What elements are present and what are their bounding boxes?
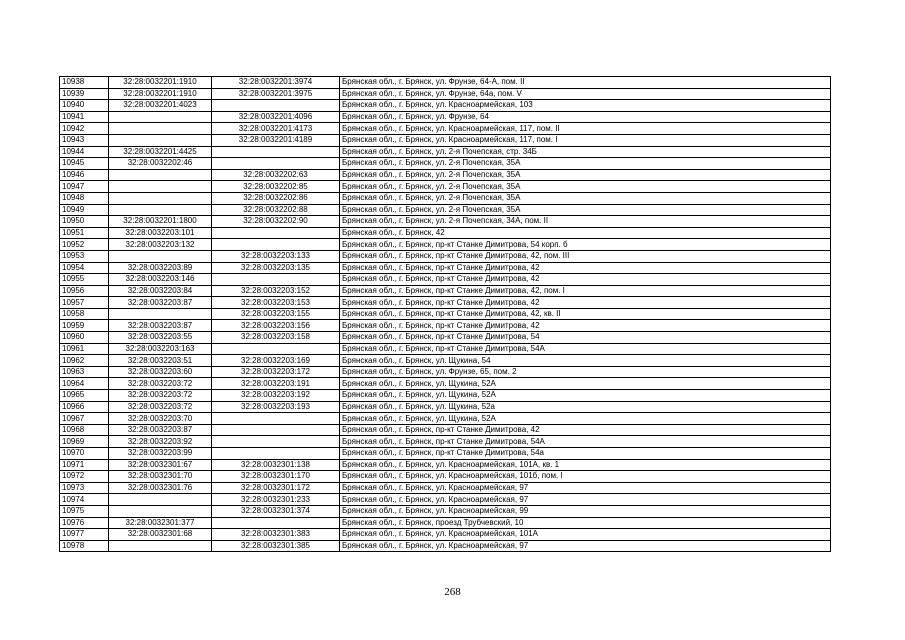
object-cadastral-number-cell [212, 158, 340, 170]
row-number-cell: 10948 [60, 192, 109, 204]
address-cell: Брянская обл., г. Брянск, ул. Фрунзе, 64а, пом. V [340, 88, 831, 100]
address-cell: Брянская обл., г. Брянск, пр-кт Станке Димитрова, 54А [340, 343, 831, 355]
table-row [60, 448, 831, 460]
object-cadastral-number-cell: 32:28:0032203:156 [212, 320, 340, 332]
row-number-cell: 10939 [60, 88, 109, 100]
cadastral-number-cell [109, 192, 212, 204]
row-number-cell: 10941 [60, 111, 109, 123]
address-cell: Брянская обл., г. Брянск, пр-кт Станке Димитрова, 54 корп. б [340, 239, 831, 251]
row-number-cell: 10973 [60, 482, 109, 494]
table-row [60, 77, 831, 89]
object-cadastral-number-cell [212, 274, 340, 286]
cadastral-number-cell [109, 123, 212, 135]
object-cadastral-number-cell: 32:28:0032201:4173 [212, 123, 340, 135]
row-number-cell: 10945 [60, 158, 109, 170]
cadastral-number-cell [109, 250, 212, 262]
address-cell: Брянская обл., г. Брянск, ул. Красноармейская, 117, пом. I [340, 134, 831, 146]
row-number-cell: 10977 [60, 529, 109, 541]
address-cell: Брянская обл., г. Брянск, ул. Красноармейская, 103 [340, 100, 831, 112]
address-cell: Брянская обл., г. Брянск, ул. 2-я Почепская, 34А, пом. II [340, 216, 831, 228]
table-row [60, 297, 831, 309]
object-cadastral-number-cell: 32:28:0032301:383 [212, 529, 340, 541]
page-number: 268 [444, 586, 461, 598]
object-cadastral-number-cell [212, 227, 340, 239]
cadastral-number-cell: 32:28:0032203:70 [109, 413, 212, 425]
table-row [60, 424, 831, 436]
row-number-cell: 10942 [60, 123, 109, 135]
object-cadastral-number-cell [212, 413, 340, 425]
address-cell: Брянская обл., г. Брянск, ул. Красноармейская, 101б, пом. I [340, 471, 831, 483]
object-cadastral-number-cell: 32:28:0032301:233 [212, 494, 340, 506]
table-row [60, 390, 831, 402]
cadastral-number-cell: 32:28:0032203:72 [109, 378, 212, 390]
cadastral-number-cell: 32:28:0032203:72 [109, 401, 212, 413]
object-cadastral-number-cell: 32:28:0032301:138 [212, 459, 340, 471]
row-number-cell: 10964 [60, 378, 109, 390]
object-cadastral-number-cell: 32:28:0032201:4189 [212, 134, 340, 146]
table-row [60, 169, 831, 181]
cadastral-number-cell [109, 494, 212, 506]
table-row [60, 262, 831, 274]
address-cell: Брянская обл., г. Брянск, ул. 2-я Почепская, 35А [340, 169, 831, 181]
cadastral-number-cell: 32:28:0032201:1910 [109, 88, 212, 100]
row-number-cell: 10978 [60, 540, 109, 552]
row-number-cell: 10946 [60, 169, 109, 181]
row-number-cell: 10960 [60, 332, 109, 344]
address-cell: Брянская обл., г. Брянск, ул. Красноармейская, 101А [340, 529, 831, 541]
table-row [60, 459, 831, 471]
row-number-cell: 10950 [60, 216, 109, 228]
row-number-cell: 10971 [60, 459, 109, 471]
table-row [60, 355, 831, 367]
table-row [60, 413, 831, 425]
object-cadastral-number-cell: 32:28:0032203:172 [212, 366, 340, 378]
table-row [60, 471, 831, 483]
row-number-cell: 10954 [60, 262, 109, 274]
table-row [60, 88, 831, 100]
address-cell: Брянская обл., г. Брянск, пр-кт Станке Димитрова, 54 [340, 332, 831, 344]
address-cell: Брянская обл., г. Брянск, ул. Фрунзе, 64 [340, 111, 831, 123]
row-number-cell: 10968 [60, 424, 109, 436]
object-cadastral-number-cell: 32:28:0032202:88 [212, 204, 340, 216]
cadastral-number-cell: 32:28:0032203:87 [109, 297, 212, 309]
address-cell: Брянская обл., г. Брянск, 42 [340, 227, 831, 239]
cadastral-number-cell: 32:28:0032203:87 [109, 320, 212, 332]
object-cadastral-number-cell: 32:28:0032203:133 [212, 250, 340, 262]
address-cell: Брянская обл., г. Брянск, ул. Фрунзе, 65, пом. 2 [340, 366, 831, 378]
object-cadastral-number-cell: 32:28:0032203:135 [212, 262, 340, 274]
address-cell: Брянская обл., г. Брянск, ул. Щукина, 52А [340, 413, 831, 425]
table-row [60, 366, 831, 378]
cadastral-number-cell: 32:28:0032203:60 [109, 366, 212, 378]
object-cadastral-number-cell [212, 436, 340, 448]
row-number-cell: 10966 [60, 401, 109, 413]
row-number-cell: 10976 [60, 517, 109, 529]
object-cadastral-number-cell [212, 100, 340, 112]
row-number-cell: 10974 [60, 494, 109, 506]
cadastral-number-cell [109, 181, 212, 193]
object-cadastral-number-cell: 32:28:0032301:172 [212, 482, 340, 494]
table-row [60, 123, 831, 135]
table-row [60, 146, 831, 158]
object-cadastral-number-cell: 32:28:0032201:3974 [212, 77, 340, 89]
row-number-cell: 10951 [60, 227, 109, 239]
object-cadastral-number-cell: 32:28:0032202:85 [212, 181, 340, 193]
address-cell: Брянская обл., г. Брянск, ул. Красноармейская, 97 [340, 482, 831, 494]
object-cadastral-number-cell: 32:28:0032203:155 [212, 308, 340, 320]
cadastral-number-cell [109, 204, 212, 216]
cadastral-number-cell: 32:28:0032301:76 [109, 482, 212, 494]
cadastral-number-cell: 32:28:0032301:377 [109, 517, 212, 529]
cadastral-number-cell: 32:28:0032201:1910 [109, 77, 212, 89]
row-number-cell: 10953 [60, 250, 109, 262]
cadastral-number-cell: 32:28:0032203:87 [109, 424, 212, 436]
table-row [60, 505, 831, 517]
object-cadastral-number-cell [212, 146, 340, 158]
address-cell: Брянская обл., г. Брянск, ул. Красноармейская, 99 [340, 505, 831, 517]
object-cadastral-number-cell: 32:28:0032203:192 [212, 390, 340, 402]
table-row [60, 308, 831, 320]
cadastral-number-cell: 32:28:0032203:84 [109, 285, 212, 297]
address-cell: Брянская обл., г. Брянск, ул. Щукина, 54 [340, 355, 831, 367]
address-cell: Брянская обл., г. Брянск, ул. 2-я Почепская, 35А [340, 158, 831, 170]
address-cell: Брянская обл., г. Брянск, пр-кт Станке Димитрова, 42 [340, 320, 831, 332]
address-cell: Брянская обл., г. Брянск, ул. Щукина, 52А [340, 390, 831, 402]
cadastral-number-cell: 32:28:0032203:92 [109, 436, 212, 448]
cadastral-number-cell: 32:28:0032203:146 [109, 274, 212, 286]
registry-table [59, 76, 831, 552]
row-number-cell: 10967 [60, 413, 109, 425]
address-cell: Брянская обл., г. Брянск, пр-кт Станке Димитрова, 42 [340, 297, 831, 309]
address-cell: Брянская обл., г. Брянск, ул. Красноармейская, 101А, кв. 1 [340, 459, 831, 471]
row-number-cell: 10938 [60, 77, 109, 89]
address-cell: Брянская обл., г. Брянск, ул. Красноармейская, 117, пом. II [340, 123, 831, 135]
address-cell: Брянская обл., г. Брянск, ул. Красноармейская, 97 [340, 494, 831, 506]
table-row [60, 134, 831, 146]
row-number-cell: 10970 [60, 448, 109, 460]
row-number-cell: 10944 [60, 146, 109, 158]
cadastral-number-cell: 32:28:0032203:132 [109, 239, 212, 251]
table-row [60, 204, 831, 216]
row-number-cell: 10957 [60, 297, 109, 309]
cadastral-number-cell: 32:28:0032203:55 [109, 332, 212, 344]
address-cell: Брянская обл., г. Брянск, ул. 2-я Почепская, 35А [340, 204, 831, 216]
object-cadastral-number-cell: 32:28:0032301:170 [212, 471, 340, 483]
cadastral-number-cell: 32:28:0032203:51 [109, 355, 212, 367]
table-row [60, 320, 831, 332]
row-number-cell: 10961 [60, 343, 109, 355]
table-row [60, 274, 831, 286]
object-cadastral-number-cell [212, 343, 340, 355]
row-number-cell: 10962 [60, 355, 109, 367]
object-cadastral-number-cell: 32:28:0032203:158 [212, 332, 340, 344]
row-number-cell: 10969 [60, 436, 109, 448]
table-row [60, 158, 831, 170]
row-number-cell: 10965 [60, 390, 109, 402]
table-row [60, 436, 831, 448]
row-number-cell: 10963 [60, 366, 109, 378]
object-cadastral-number-cell: 32:28:0032203:169 [212, 355, 340, 367]
address-cell: Брянская обл., г. Брянск, пр-кт Станке Димитрова, 42, пом. III [340, 250, 831, 262]
row-number-cell: 10943 [60, 134, 109, 146]
cadastral-number-cell: 32:28:0032301:68 [109, 529, 212, 541]
cadastral-number-cell [109, 111, 212, 123]
table-row [60, 517, 831, 529]
address-cell: Брянская обл., г. Брянск, ул. Щукина, 52А [340, 378, 831, 390]
table-row [60, 343, 831, 355]
cadastral-number-cell [109, 134, 212, 146]
table-row [60, 482, 831, 494]
address-cell: Брянская обл., г. Брянск, ул. Щукина, 52а [340, 401, 831, 413]
table-row [60, 494, 831, 506]
address-cell: Брянская обл., г. Брянск, ул. 2-я Почепская, 35А [340, 181, 831, 193]
cadastral-number-cell [109, 169, 212, 181]
table-row [60, 181, 831, 193]
object-cadastral-number-cell: 32:28:0032203:152 [212, 285, 340, 297]
object-cadastral-number-cell [212, 239, 340, 251]
address-cell: Брянская обл., г. Брянск, пр-кт Станке Димитрова, 42 [340, 424, 831, 436]
table-row [60, 378, 831, 390]
table-row [60, 111, 831, 123]
address-cell: Брянская обл., г. Брянск, ул. Фрунзе, 64-А, пом. II [340, 77, 831, 89]
table-row [60, 227, 831, 239]
row-number-cell: 10959 [60, 320, 109, 332]
row-number-cell: 10947 [60, 181, 109, 193]
address-cell: Брянская обл., г. Брянск, ул. 2-я Почепская, стр. 34Б [340, 146, 831, 158]
table-row [60, 529, 831, 541]
table-row [60, 332, 831, 344]
row-number-cell: 10940 [60, 100, 109, 112]
address-cell: Брянская обл., г. Брянск, пр-кт Станке Димитрова, 54а [340, 448, 831, 460]
object-cadastral-number-cell: 32:28:0032203:193 [212, 401, 340, 413]
address-cell: Брянская обл., г. Брянск, ул. Красноармейская, 97 [340, 540, 831, 552]
address-cell: Брянская обл., г. Брянск, пр-кт Станке Димитрова, 42 [340, 274, 831, 286]
object-cadastral-number-cell: 32:28:0032202:63 [212, 169, 340, 181]
object-cadastral-number-cell: 32:28:0032301:385 [212, 540, 340, 552]
table-row [60, 216, 831, 228]
table-row [60, 239, 831, 251]
object-cadastral-number-cell: 32:28:0032301:374 [212, 505, 340, 517]
table-row [60, 540, 831, 552]
cadastral-number-cell: 32:28:0032203:99 [109, 448, 212, 460]
cadastral-number-cell [109, 505, 212, 517]
object-cadastral-number-cell: 32:28:0032201:3975 [212, 88, 340, 100]
row-number-cell: 10958 [60, 308, 109, 320]
row-number-cell: 10952 [60, 239, 109, 251]
object-cadastral-number-cell [212, 448, 340, 460]
address-cell: Брянская обл., г. Брянск, пр-кт Станке Димитрова, 42 [340, 262, 831, 274]
cadastral-number-cell [109, 540, 212, 552]
table-row [60, 250, 831, 262]
registry-table-body [60, 77, 831, 552]
row-number-cell: 10956 [60, 285, 109, 297]
cadastral-number-cell: 32:28:0032203:89 [109, 262, 212, 274]
address-cell: Брянская обл., г. Брянск, ул. 2-я Почепская, 35А [340, 192, 831, 204]
object-cadastral-number-cell: 32:28:0032203:153 [212, 297, 340, 309]
table-row [60, 192, 831, 204]
address-cell: Брянская обл., г. Брянск, проезд Трубчевский, 10 [340, 517, 831, 529]
cadastral-number-cell: 32:28:0032203:72 [109, 390, 212, 402]
cadastral-number-cell: 32:28:0032201:4425 [109, 146, 212, 158]
cadastral-number-cell: 32:28:0032201:4023 [109, 100, 212, 112]
object-cadastral-number-cell [212, 517, 340, 529]
cadastral-number-cell: 32:28:0032202:46 [109, 158, 212, 170]
cadastral-number-cell: 32:28:0032203:163 [109, 343, 212, 355]
address-cell: Брянская обл., г. Брянск, пр-кт Станке Димитрова, 42, пом. I [340, 285, 831, 297]
cadastral-number-cell: 32:28:0032301:70 [109, 471, 212, 483]
object-cadastral-number-cell: 32:28:0032202:86 [212, 192, 340, 204]
table-row [60, 285, 831, 297]
object-cadastral-number-cell: 32:28:0032202:90 [212, 216, 340, 228]
object-cadastral-number-cell: 32:28:0032203:191 [212, 378, 340, 390]
address-cell: Брянская обл., г. Брянск, пр-кт Станке Димитрова, 42, кв. II [340, 308, 831, 320]
row-number-cell: 10975 [60, 505, 109, 517]
cadastral-number-cell: 32:28:0032203:101 [109, 227, 212, 239]
cadastral-number-cell: 32:28:0032201:1800 [109, 216, 212, 228]
object-cadastral-number-cell: 32:28:0032201:4096 [212, 111, 340, 123]
object-cadastral-number-cell [212, 424, 340, 436]
address-cell: Брянская обл., г. Брянск, пр-кт Станке Димитрова, 54А [340, 436, 831, 448]
row-number-cell: 10949 [60, 204, 109, 216]
cadastral-number-cell: 32:28:0032301:67 [109, 459, 212, 471]
table-row [60, 401, 831, 413]
row-number-cell: 10972 [60, 471, 109, 483]
row-number-cell: 10955 [60, 274, 109, 286]
cadastral-number-cell [109, 308, 212, 320]
table-row [60, 100, 831, 112]
